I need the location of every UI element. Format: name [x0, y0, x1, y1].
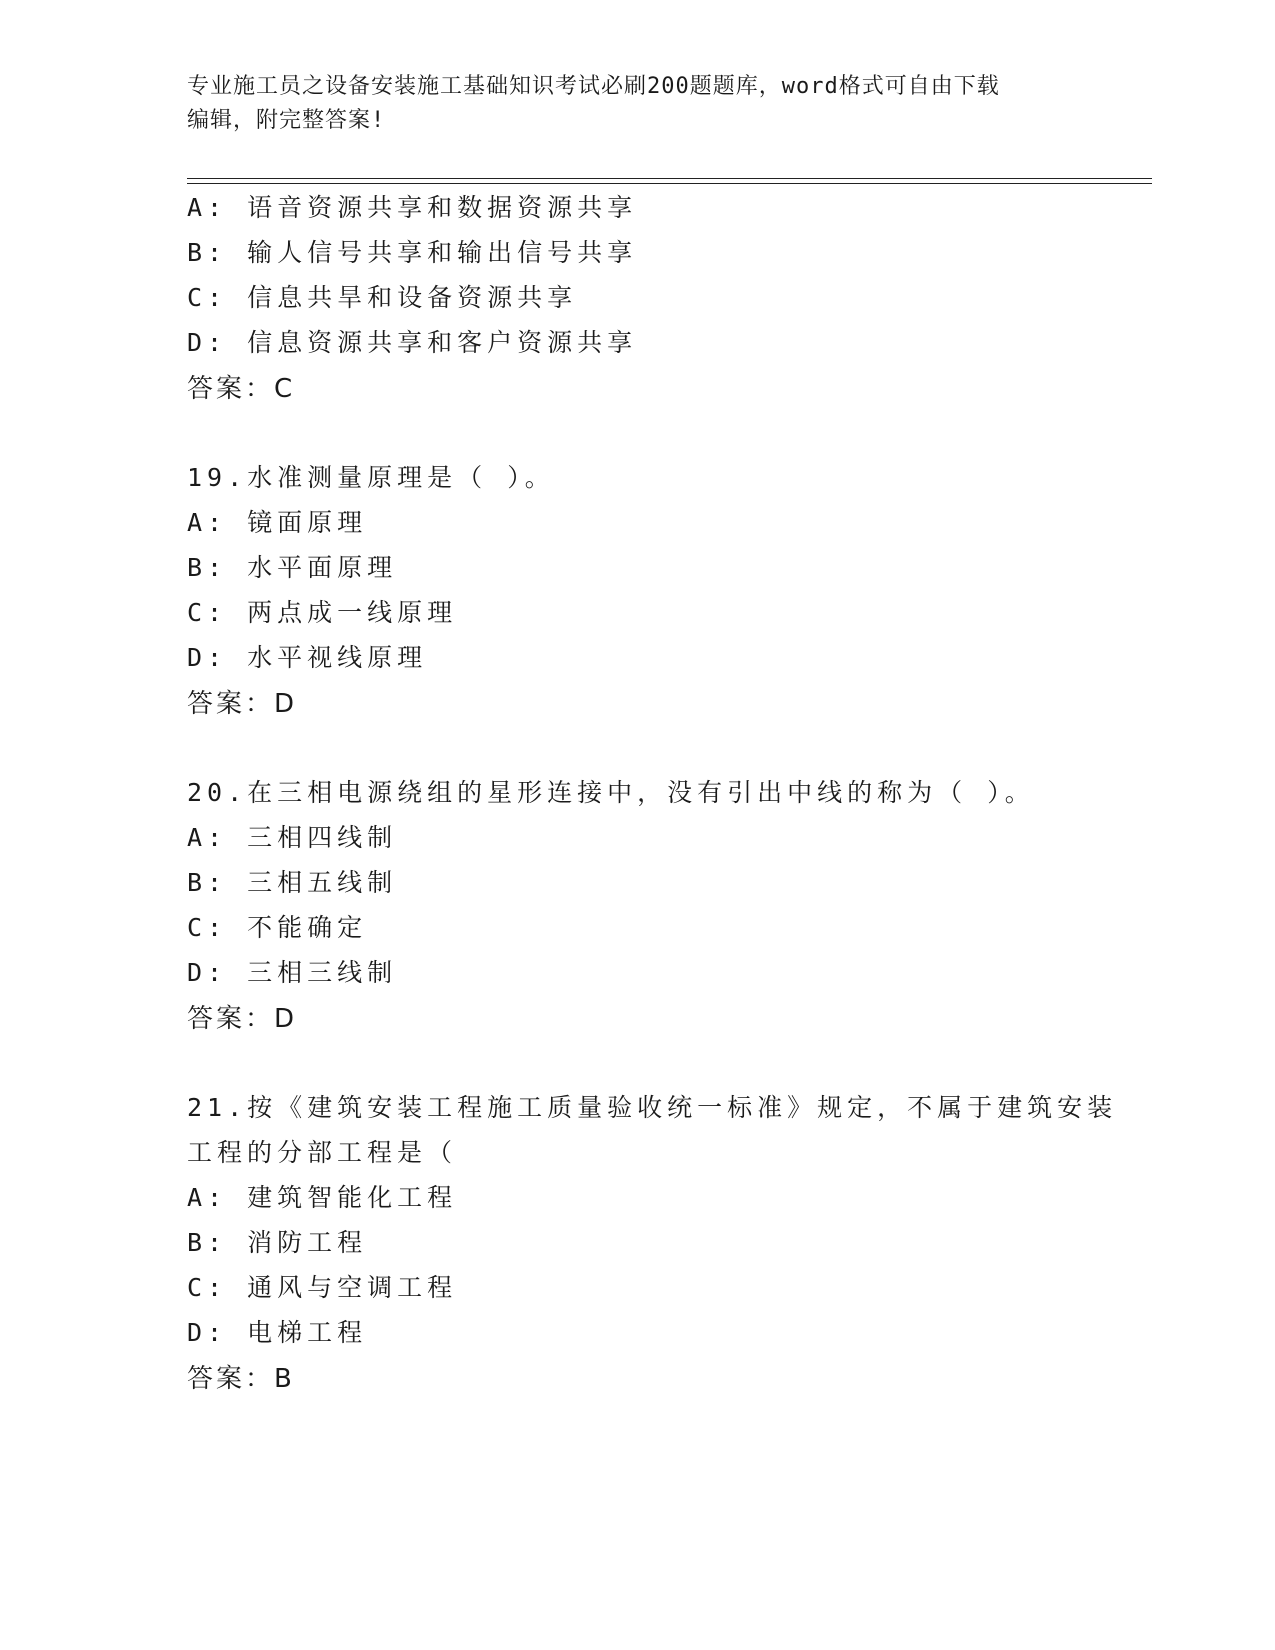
q19-answer-label: 答案： [187, 689, 275, 719]
document-header [187, 70, 1087, 138]
q20-answer-value: D [274, 1004, 296, 1034]
q18-answer-value: C [274, 374, 294, 404]
q18-answer-label: 答案： [187, 374, 275, 404]
q21-answer-value: B [274, 1364, 293, 1394]
q21-stem-line-2: 工程的分部工程是（ [187, 1138, 458, 1167]
q20-option-a: A: 三相四线制 [187, 823, 398, 852]
q19-option-c: C: 两点成一线原理 [187, 598, 458, 627]
q19-option-d: D: 水平视线原理 [187, 643, 428, 672]
q20-option-b: B: 三相五线制 [187, 868, 398, 897]
q18-option-b: B: 输人信号共享和输出信号共享 [187, 238, 638, 267]
q20-answer-label: 答案： [187, 1004, 275, 1034]
q19-option-a: A: 镜面原理 [187, 508, 368, 537]
q18-option-d: D: 信息资源共享和客户资源共享 [187, 328, 638, 357]
q18-answer [187, 374, 293, 404]
q19-stem: 19.水准测量原理是（ ）。 [187, 463, 555, 492]
q19-answer [187, 689, 295, 719]
q21-answer [187, 1364, 293, 1394]
q18-option-a: A: 语音资源共享和数据资源共享 [187, 193, 638, 222]
q21-option-b: B: 消防工程 [187, 1228, 368, 1257]
header-divider-top [187, 178, 1152, 179]
q20-option-c: C: 不能确定 [187, 913, 368, 942]
header-line-1: 专业施工员之设备安装施工基础知识考试必刷200题题库，word格式可自由下载 [187, 74, 1000, 99]
q19-option-b: B: 水平面原理 [187, 553, 398, 582]
q21-option-a: A: 建筑智能化工程 [187, 1183, 458, 1212]
q21-answer-label: 答案： [187, 1364, 275, 1394]
q19-answer-value: D [274, 689, 296, 719]
q21-option-c: C: 通风与空调工程 [187, 1273, 458, 1302]
q20-stem: 20.在三相电源绕组的星形连接中，没有引出中线的称为（ ）。 [187, 778, 1035, 807]
q20-option-d: D: 三相三线制 [187, 958, 398, 987]
q18-option-c: C: 信息共旱和设备资源共享 [187, 283, 578, 312]
header-line-2: 编辑，附完整答案! [187, 108, 386, 133]
header-divider-bottom [187, 183, 1152, 184]
q21-option-d: D: 电梯工程 [187, 1318, 368, 1347]
q20-answer [187, 1004, 295, 1034]
q21-stem-line-1: 21.按《建筑安装工程施工质量验收统一标准》规定，不属于建筑安装 [187, 1093, 1118, 1122]
